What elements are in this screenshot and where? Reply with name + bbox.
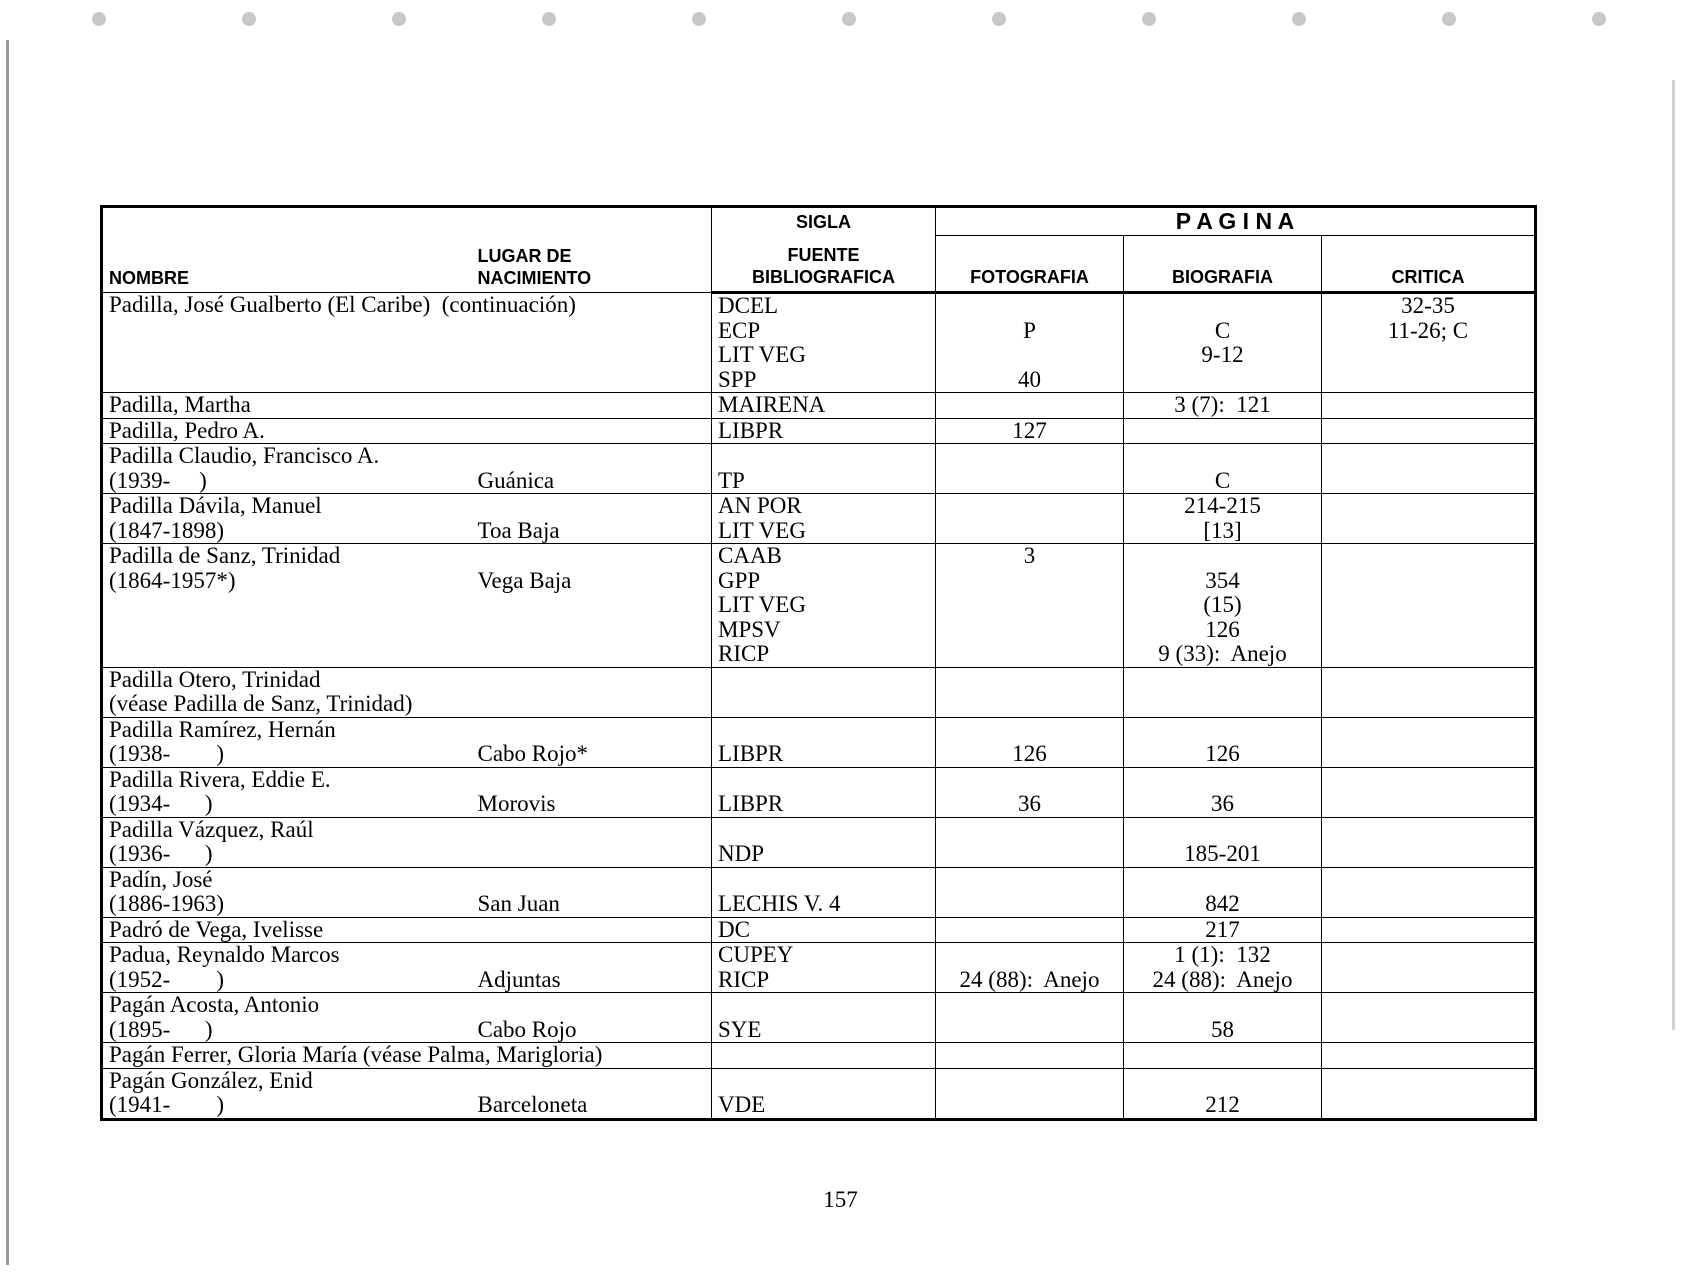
cell-foto: [936, 717, 1124, 767]
cell-line: 214-215: [1184, 493, 1261, 518]
cell-line: 9 (33): Anejo: [1158, 641, 1287, 666]
cell-line: [942, 943, 1117, 968]
cell-nombre: [102, 494, 472, 544]
binder-holes: [70, 8, 1610, 32]
cell-foto: [936, 667, 1124, 717]
cell-line: [1130, 368, 1315, 393]
cell-line: LIT VEG: [718, 342, 806, 367]
cell-lugar: [472, 943, 712, 993]
cell-line: [1328, 868, 1528, 893]
cell-nombre: [102, 1068, 472, 1119]
table-row: [102, 393, 1536, 419]
cell-line: [942, 1069, 1117, 1094]
cell-line: [1328, 918, 1528, 943]
binder-hole: [1292, 12, 1306, 26]
cell-sigla: [712, 667, 936, 717]
cell-lugar: [472, 494, 712, 544]
cell-line: 126: [1012, 741, 1047, 766]
cell-bio: [1124, 717, 1322, 767]
cell-line: VDE: [718, 1092, 766, 1117]
cell-critica: [1322, 444, 1536, 494]
cell-nombre: [102, 767, 472, 817]
cell-line: [1130, 868, 1315, 893]
cell-sigla: [712, 293, 936, 393]
table-row: [102, 494, 1536, 544]
cell-line: [478, 419, 706, 444]
cell-lugar: [472, 767, 712, 817]
cell-lugar: [472, 667, 712, 717]
cell-foto: [936, 917, 1124, 943]
cell-critica: [1322, 767, 1536, 817]
cell-line: (1895- ): [109, 1016, 213, 1042]
cell-foto: [936, 1068, 1124, 1119]
cell-bio: [1124, 943, 1322, 993]
cell-sigla: [712, 867, 936, 917]
cell-line: [1328, 393, 1528, 418]
cell-line: 127: [1012, 417, 1047, 443]
cell-line: [1130, 993, 1315, 1018]
cell-line: 354: [1205, 567, 1240, 593]
cell-line: [942, 569, 1117, 594]
cell-line: [718, 868, 929, 893]
cell-line: Vega Baja: [477, 567, 572, 593]
cell-line: Padín, José: [109, 866, 213, 892]
cell-line: [942, 918, 1117, 943]
cell-nombre: [102, 993, 472, 1043]
cell-lugar: [472, 393, 712, 419]
binder-hole: [692, 12, 706, 26]
cell-line: LIBPR: [718, 741, 784, 766]
cell-bio: [1124, 667, 1322, 717]
header-sigla: SIGLA: [712, 207, 936, 236]
cell-line: DCEL: [718, 293, 779, 318]
cell-sigla: [712, 544, 936, 668]
cell-line: [478, 444, 706, 469]
cell-nombre: [102, 717, 472, 767]
table-row: [102, 867, 1536, 917]
cell-nombre: [102, 867, 472, 917]
cell-line: SPP: [718, 366, 757, 392]
cell-lugar: [472, 418, 712, 444]
table-row: [102, 917, 1536, 943]
cell-critica: [1322, 494, 1536, 544]
cell-line: LIBPR: [718, 791, 784, 816]
cell-critica: [1322, 993, 1536, 1043]
cell-line: [478, 1069, 706, 1094]
cell-foto: [936, 817, 1124, 867]
cell-line: [942, 868, 1117, 893]
cell-critica: [1322, 293, 1536, 393]
cell-line: (véase Padilla de Sanz, Trinidad): [109, 691, 413, 716]
cell-line: MPSV: [718, 616, 781, 642]
binder-hole: [1142, 12, 1156, 26]
cell-line: [942, 668, 1117, 693]
cell-sigla: [712, 494, 936, 544]
cell-nombre: [102, 667, 472, 717]
cell-foto: [936, 293, 1124, 393]
cell-line: LIT VEG: [718, 517, 806, 543]
cell-sigla: [712, 917, 936, 943]
cell-line: Padilla de Sanz, Trinidad: [109, 543, 341, 568]
cell-nombre: [102, 418, 472, 444]
cell-foto: [936, 943, 1124, 993]
table-row: [102, 418, 1536, 444]
cell-line: [718, 1043, 929, 1068]
cell-line: [1328, 1043, 1528, 1068]
cell-critica: [1322, 418, 1536, 444]
cell-critica: [1322, 544, 1536, 668]
cell-line: [1130, 419, 1315, 444]
cell-line: 217: [1205, 916, 1240, 942]
cell-line: [478, 993, 706, 1018]
cell-bio: [1124, 1043, 1322, 1069]
cell-line: 9-12: [1201, 342, 1244, 367]
cell-line: C: [1214, 467, 1231, 493]
cell-bio: [1124, 418, 1322, 444]
cell-line: NDP: [718, 841, 765, 866]
cell-sigla: [712, 767, 936, 817]
cell-foto: [936, 544, 1124, 668]
cell-bio: [1124, 544, 1322, 668]
page-edge-left: [6, 40, 9, 1265]
cell-line: [478, 544, 706, 569]
cell-bio: [1124, 444, 1322, 494]
cell-critica: [1322, 917, 1536, 943]
binder-hole: [842, 12, 856, 26]
table-row: [102, 444, 1536, 494]
cell-line: (1938- ): [109, 741, 224, 766]
cell-line: [942, 993, 1117, 1018]
cell-line: LECHIS V. 4: [718, 891, 841, 916]
cell-line: [1328, 818, 1528, 843]
cell-lugar: [472, 917, 712, 943]
cell-line: [478, 393, 706, 418]
table-body: [102, 293, 1536, 1120]
table-row: [102, 1068, 1536, 1119]
cell-nombre: [102, 817, 472, 867]
cell-line: Padilla Rivera, Eddie E.: [109, 766, 331, 792]
cell-line: [1130, 444, 1315, 469]
cell-line: [942, 642, 1117, 667]
cell-line: [478, 668, 706, 693]
header-fotografia: FOTOGRAFIA: [936, 236, 1124, 293]
cell-critica: [1322, 1043, 1536, 1069]
cell-critica: [1322, 717, 1536, 767]
cell-sigla: [712, 418, 936, 444]
cell-line: [942, 343, 1117, 368]
cell-bio: [1124, 767, 1322, 817]
cell-line: RICP: [718, 966, 770, 992]
cell-line: [942, 818, 1117, 843]
cell-line: [718, 768, 929, 793]
cell-line: P: [1023, 317, 1036, 343]
cell-critica: [1322, 667, 1536, 717]
page-edge-right: [1672, 80, 1675, 1030]
cell-line: 36: [1211, 791, 1234, 816]
cell-bio: [1124, 867, 1322, 917]
cell-line: [942, 444, 1117, 469]
cell-line: [718, 818, 929, 843]
cell-line: [1130, 1043, 1315, 1068]
cell-line: 58: [1211, 1016, 1234, 1042]
cell-line: Padilla Otero, Trinidad: [109, 666, 321, 692]
cell-line: [1328, 668, 1528, 693]
cell-line: (1936- ): [109, 841, 213, 866]
binder-hole: [92, 12, 106, 26]
cell-bio: [1124, 917, 1322, 943]
cell-foto: [936, 393, 1124, 419]
cell-line: Cabo Rojo: [477, 1016, 577, 1042]
header-fuente: FUENTE BIBLIOGRAFICA: [712, 236, 936, 293]
cell-line: (15): [1203, 592, 1242, 617]
cell-line: AN POR: [718, 493, 802, 518]
cell-foto: [936, 1043, 1124, 1069]
cell-line: 24 (88): Anejo: [1152, 966, 1293, 992]
cell-line: Pagán Acosta, Antonio: [109, 992, 320, 1017]
header-biografia: BIOGRAFIA: [1124, 236, 1322, 293]
cell-nombre: [102, 544, 472, 668]
cell-foto: [936, 418, 1124, 444]
cell-line: [1130, 544, 1315, 569]
cell-line: Padilla Ramírez, Hernán: [109, 716, 336, 742]
cell-line: 11-26; C: [1387, 317, 1469, 343]
cell-bio: [1124, 393, 1322, 419]
cell-foto: [936, 444, 1124, 494]
cell-lugar: [472, 444, 712, 494]
cell-line: 36: [1018, 791, 1041, 816]
cell-line: 1 (1): 132: [1174, 942, 1271, 967]
cell-line: Toa Baja: [477, 517, 560, 543]
header-pagina: P A G I N A: [936, 207, 1536, 236]
cell-line: C: [1214, 317, 1231, 343]
cell-line: [478, 494, 706, 519]
cell-line: Padua, Reynaldo Marcos: [109, 942, 340, 967]
cell-line: SYE: [718, 1016, 762, 1042]
binder-hole: [992, 12, 1006, 26]
cell-sigla: [712, 717, 936, 767]
cell-line: [1328, 368, 1528, 393]
cell-line: [13]: [1203, 517, 1242, 543]
cell-critica: [1322, 943, 1536, 993]
cell-line: [942, 1043, 1117, 1068]
table-row: [102, 717, 1536, 767]
cell-sigla: [712, 393, 936, 419]
cell-line: [478, 918, 706, 943]
table-row: [102, 767, 1536, 817]
cell-lugar: [472, 993, 712, 1043]
cell-nombre: [102, 917, 472, 943]
cell-line: San Juan: [477, 891, 560, 916]
cell-line: ECP: [718, 317, 761, 343]
cell-line: [1130, 668, 1315, 693]
cell-line: [1328, 494, 1528, 519]
cell-critica: [1322, 1068, 1536, 1119]
cell-line: CUPEY: [718, 942, 794, 967]
cell-line: [1328, 1069, 1528, 1094]
cell-line: [1328, 419, 1528, 444]
cell-sigla: [712, 993, 936, 1043]
cell-bio: [1124, 817, 1322, 867]
cell-line: LIBPR: [718, 417, 784, 443]
cell-line: (1941- ): [109, 1092, 224, 1117]
cell-sigla: [712, 817, 936, 867]
cell-line: [718, 444, 929, 469]
cell-sigla: [712, 1043, 936, 1069]
cell-line: 185-201: [1184, 841, 1261, 866]
cell-critica: [1322, 393, 1536, 419]
cell-nombre: [102, 1042, 603, 1069]
cell-line: [1130, 818, 1315, 843]
cell-line: [1328, 943, 1528, 968]
cell-line: 126: [1205, 741, 1240, 766]
cell-line: [942, 593, 1117, 618]
cell-line: (1952- ): [109, 966, 224, 992]
cell-line: Adjuntas: [477, 966, 561, 992]
cell-nombre: [102, 393, 472, 419]
cell-line: [718, 1069, 929, 1094]
cell-foto: [936, 494, 1124, 544]
cell-line: RICP: [718, 641, 770, 666]
table-row: [102, 943, 1536, 993]
cell-line: Barceloneta: [477, 1092, 588, 1117]
cell-line: LIT VEG: [718, 592, 806, 617]
cell-bio: [1124, 293, 1322, 393]
cell-line: (1934- ): [109, 791, 213, 816]
table-row: [102, 993, 1536, 1043]
cell-lugar: [472, 544, 712, 668]
cell-line: [1130, 294, 1315, 319]
page-number: 157: [823, 1187, 858, 1212]
cell-line: (1847-1898): [109, 517, 224, 543]
table-row: [102, 817, 1536, 867]
header-critica: CRITICA: [1322, 236, 1536, 293]
cell-line: 126: [1205, 616, 1240, 642]
cell-line: Padilla, Pedro A.: [109, 417, 265, 443]
cell-line: [942, 718, 1117, 743]
cell-line: Padilla Dávila, Manuel: [109, 493, 322, 518]
cell-line: DC: [718, 916, 750, 942]
cell-lugar: [472, 817, 712, 867]
cell-critica: [1322, 867, 1536, 917]
cell-line: 32-35: [1401, 293, 1455, 318]
cell-line: [478, 868, 706, 893]
cell-lugar: [472, 867, 712, 917]
cell-line: Guánica: [477, 467, 555, 493]
cell-line: [718, 993, 929, 1018]
cell-foto: [936, 767, 1124, 817]
cell-line: [1130, 768, 1315, 793]
cell-lugar: [472, 717, 712, 767]
header-lugar: LUGAR DE NACIMIENTO: [472, 207, 712, 293]
cell-line: [1328, 768, 1528, 793]
cell-line: [1328, 544, 1528, 569]
cell-nombre: [102, 444, 472, 494]
cell-line: [1328, 718, 1528, 743]
cell-lugar: [472, 1068, 712, 1119]
table-row: [102, 1043, 1536, 1069]
cell-line: 24 (88): Anejo: [959, 966, 1100, 992]
bibliography-table: [100, 205, 1537, 1121]
cell-line: [1328, 444, 1528, 469]
binder-hole: [1592, 12, 1606, 26]
cell-nombre: [102, 943, 472, 993]
cell-sigla: [712, 943, 936, 993]
cell-line: [942, 768, 1117, 793]
cell-bio: [1124, 494, 1322, 544]
cell-line: [1130, 1069, 1315, 1094]
cell-line: [478, 718, 706, 743]
cell-line: [1328, 343, 1528, 368]
cell-bio: [1124, 1068, 1322, 1119]
cell-line: [1130, 718, 1315, 743]
cell-line: 40: [1018, 366, 1041, 392]
cell-line: 3 (7): 121: [1174, 392, 1271, 417]
cell-line: [942, 618, 1117, 643]
cell-bio: [1124, 993, 1322, 1043]
cell-line: [718, 718, 929, 743]
cell-line: (1886-1963): [109, 891, 224, 916]
cell-line: GPP: [718, 567, 761, 593]
cell-nombre: [102, 292, 576, 393]
cell-line: 842: [1205, 891, 1240, 916]
table-row: [102, 544, 1536, 668]
cell-line: MAIRENA: [718, 392, 826, 417]
cell-line: 212: [1205, 1092, 1240, 1117]
cell-line: [942, 294, 1117, 319]
cell-line: [478, 818, 706, 843]
cell-line: Pagán González, Enid: [109, 1067, 313, 1093]
header-nombre: NOMBRE: [102, 207, 472, 293]
binder-hole: [242, 12, 256, 26]
binder-hole: [1442, 12, 1456, 26]
cell-line: Pagán Ferrer, Gloria María (véase Palma, Marigloria): [109, 1042, 603, 1067]
cell-line: [1328, 993, 1528, 1018]
cell-line: [718, 668, 929, 693]
cell-line: (1939- ): [109, 467, 207, 493]
table-row: [102, 293, 1536, 393]
cell-line: Padilla, José Gualberto (El Caribe) (continuación): [109, 292, 576, 317]
cell-line: Padró de Vega, Ivelisse: [109, 916, 324, 942]
cell-line: Padilla, Martha: [109, 392, 251, 417]
cell-line: 3: [1023, 543, 1036, 568]
cell-sigla: [712, 444, 936, 494]
cell-foto: [936, 993, 1124, 1043]
cell-line: Padilla Claudio, Francisco A.: [109, 443, 380, 468]
cell-foto: [936, 867, 1124, 917]
cell-line: (1864-1957*): [109, 567, 236, 593]
cell-line: [942, 393, 1117, 418]
cell-line: [478, 943, 706, 968]
cell-line: [942, 494, 1117, 519]
cell-line: Padilla Vázquez, Raúl: [109, 816, 314, 842]
table-row: [102, 667, 1536, 717]
binder-hole: [392, 12, 406, 26]
cell-line: [478, 768, 706, 793]
cell-line: Morovis: [477, 791, 556, 816]
cell-line: TP: [718, 467, 745, 493]
cell-critica: [1322, 817, 1536, 867]
cell-line: Cabo Rojo*: [477, 741, 589, 766]
binder-hole: [542, 12, 556, 26]
cell-line: CAAB: [718, 543, 782, 568]
cell-sigla: [712, 1068, 936, 1119]
